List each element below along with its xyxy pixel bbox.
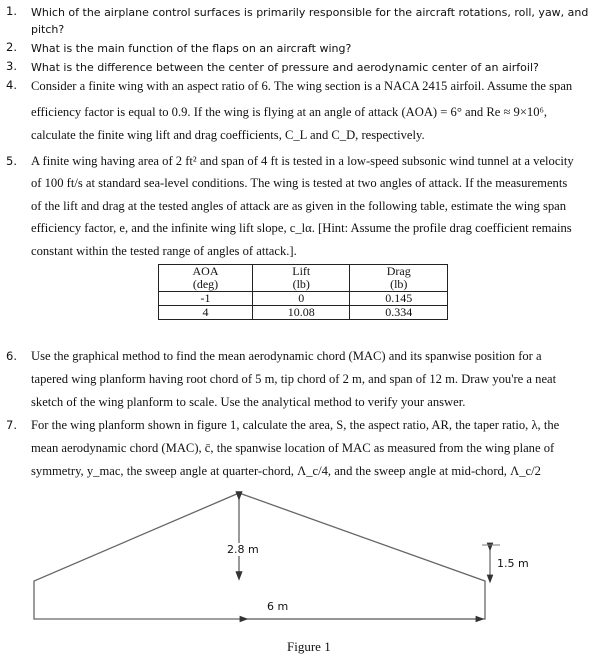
header-lift: Lift (lb): [253, 265, 350, 292]
q7-number: 7.: [6, 418, 17, 432]
q6-number: 6.: [6, 349, 17, 363]
header-drag: Drag (lb): [350, 265, 448, 292]
header-aoa: AOA (deg): [159, 265, 253, 292]
q5-number: 5.: [6, 154, 17, 168]
q4-number: 4.: [6, 78, 17, 92]
table-cell: 10.08: [253, 306, 350, 320]
figure-caption: Figure 1: [287, 639, 331, 654]
span-label: 6 m: [267, 600, 289, 613]
table-cell: 4: [159, 306, 253, 320]
q1-number: 1.: [6, 4, 17, 18]
wing-outline: [34, 493, 485, 619]
q3-number: 3.: [6, 59, 17, 73]
table-cell: 0.145: [350, 292, 448, 306]
tip-chord-label: 1.5 m: [497, 557, 529, 570]
table-cell: -1: [159, 292, 253, 306]
q2-number: 2.: [6, 40, 17, 54]
root-chord-label: 2.8 m: [227, 543, 259, 556]
table-cell: 0: [253, 292, 350, 306]
table-cell: 0.334: [350, 306, 448, 320]
